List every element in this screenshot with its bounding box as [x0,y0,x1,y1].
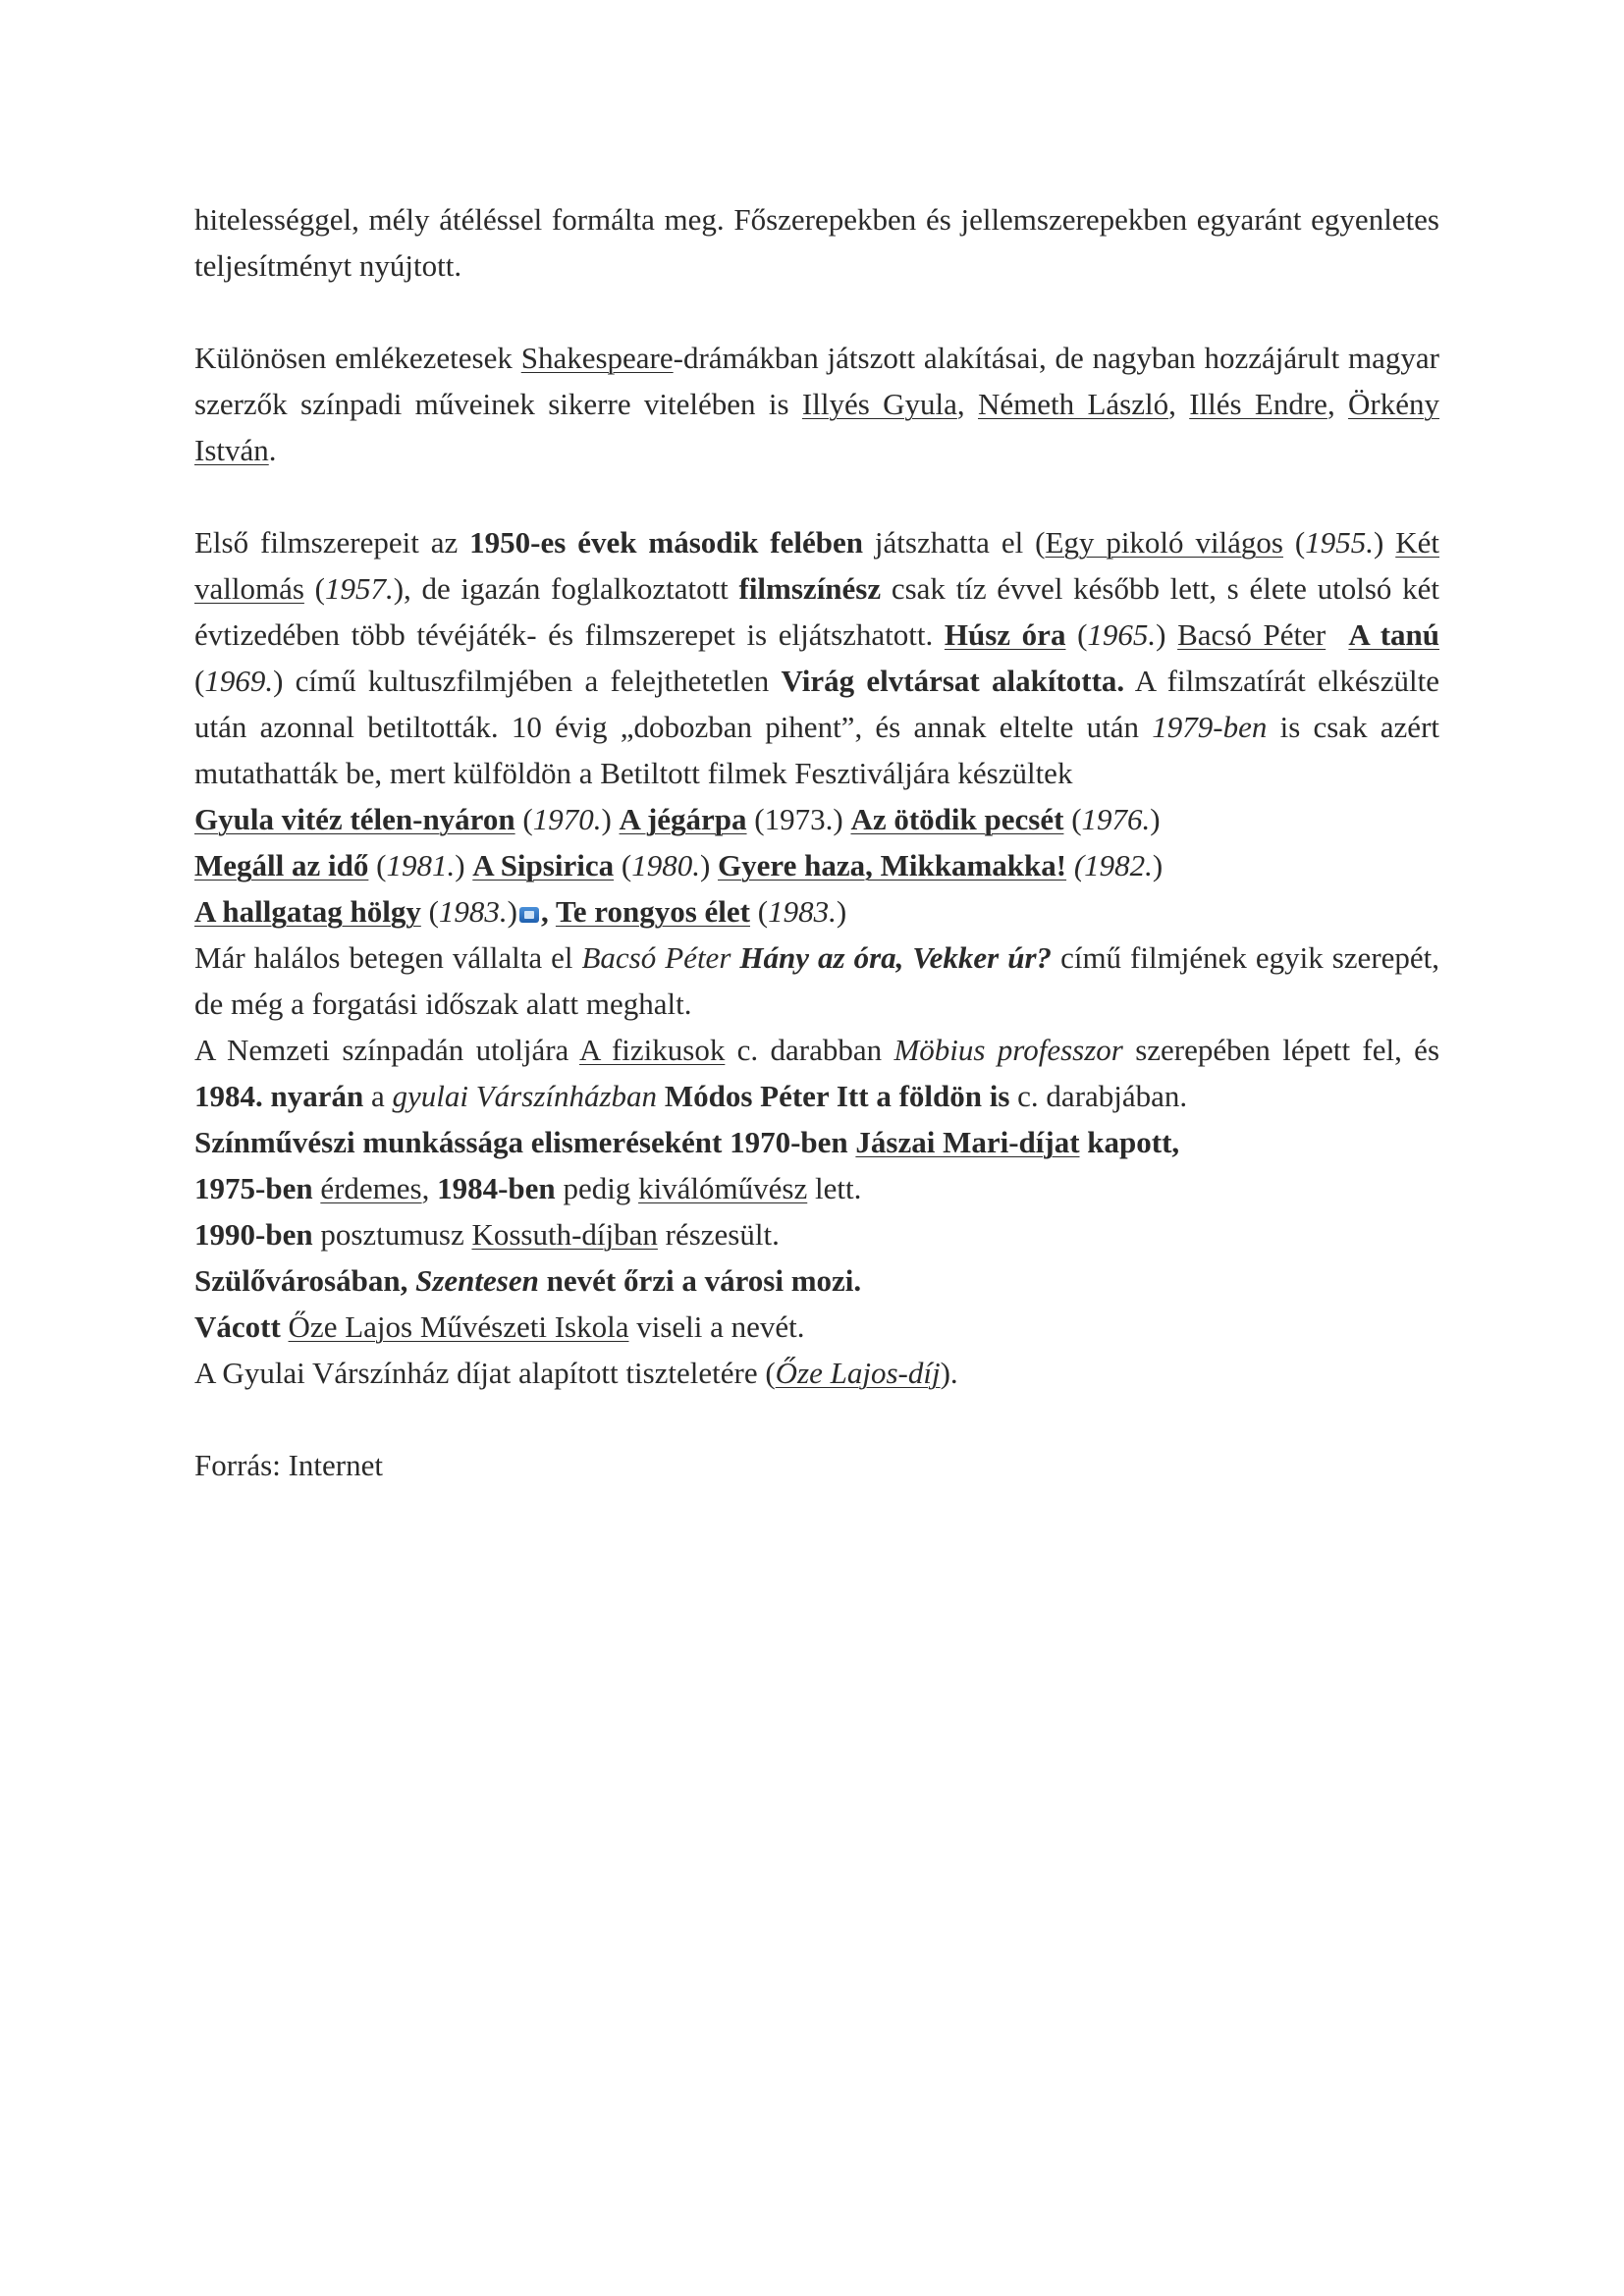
italic-text: Möbius professzor [893,1033,1123,1067]
line-awards-1 [194,1119,1439,1165]
text: a [363,1079,393,1113]
text: is csak azért mutathatták be, mert külföldön a Betiltott filmek Fesztiváljára készültek [194,710,1440,790]
text: ) [1152,848,1164,882]
link-illyes-gyula[interactable]: Illyés Gyula [801,387,957,421]
text: A Nemzeti színpadán utoljára [194,1033,579,1067]
text: Első filmszerepeit az [194,525,470,560]
text: ) [455,848,473,882]
link-shakespeare[interactable]: Shakespeare [520,341,674,375]
text: ( [514,802,533,836]
text: ) [601,802,620,836]
text: ( [420,894,439,929]
text: ), de igazán foglalkoztatott [393,571,739,606]
text: viseli a nevét. [628,1309,805,1344]
bold-italic-text: Szentesen [415,1263,539,1298]
film-list-line-3 [194,888,1439,934]
line-kossuth [194,1211,1439,1257]
bold-text: 1950-es évek második felében [469,525,863,560]
text: -drámákban játszott alakításai, de nagyban hozzájárult magyar szerzők színpadi műveinek sikerre vitelében is [194,341,1439,421]
year: 1965. [1087,617,1157,652]
bold-text: Szülővárosában, [194,1263,416,1298]
year: (1982. [1073,848,1153,882]
link-orkeny-istvan[interactable]: Örkény István [194,387,1440,467]
text: lett. [807,1171,862,1205]
link-megall-az-ido[interactable]: Megáll az idő [194,848,369,882]
text: ) [699,848,719,882]
paragraph-shakespeare [194,335,1439,473]
text: posztumusz [312,1217,472,1252]
text: , [1326,387,1349,421]
year: 1983. [438,894,508,929]
year: 1981. [386,848,456,882]
text: . [268,433,277,467]
year: 1980. [631,848,700,882]
paragraph-films [194,519,1439,796]
text: A filmszatírát elkészülte után azonnal betiltották. 10 évig „dobozban pihent”, és annak eltelte után [194,664,1439,744]
text: ) [836,894,847,929]
line-szentes [194,1257,1439,1304]
text: szerepében lépett fel, és [1122,1033,1440,1067]
link-nemeth-laszlo[interactable]: Németh László [978,387,1169,421]
text [1066,848,1074,882]
link-husz-ora[interactable]: Húsz óra [944,617,1066,652]
bold-text: kapott, [1079,1125,1180,1159]
paragraph-intro [194,196,1439,289]
text: ( [1283,525,1306,560]
text: ) [1373,525,1396,560]
link-te-rongyos-elet[interactable]: Te rongyos élet [555,894,750,929]
bold-text: 1984. nyarán [194,1079,364,1113]
text: , [540,894,556,929]
text: ( [194,664,205,698]
text: ( [1063,802,1082,836]
document-page [194,196,1439,1488]
text: A Gyulai Várszínház díjat alapított tiszteletére ( [194,1356,776,1390]
text: (1973.) [746,802,851,836]
bold-text: 1990-ben [194,1217,313,1252]
bold-text: Virág elvtársat alakította. [781,664,1125,698]
text: ( [614,848,632,882]
year: 1955. [1305,525,1374,560]
bold-text: filmszínész [738,571,882,606]
text: , [421,1171,438,1205]
text [281,1309,289,1344]
bold-italic-text: Hány az óra, Vekker úr? [739,940,1053,975]
year: 1957. [324,571,394,606]
text: ) [1150,802,1161,836]
text: c. darabjában. [1009,1079,1188,1113]
film-camera-icon[interactable] [519,907,539,923]
line-gyula-dij [194,1350,1439,1396]
text: pedig [555,1171,639,1205]
link-a-tanu[interactable]: A tanú [1348,617,1440,652]
text: Különösen emlékezetesek [194,341,521,375]
link-kivalomuvesz[interactable]: kiválóművész [638,1171,808,1205]
link-a-jegarpa[interactable]: A jégárpa [619,802,747,836]
bold-text: Vácott [194,1309,281,1344]
italic-text: Bacsó Péter [581,940,731,975]
link-gyula-vitez-telen-nyaron[interactable]: Gyula vitéz télen-nyáron [194,802,515,836]
link-oze-lajos-muveszeti-iskola[interactable]: Őze Lajos Művészeti Iskola [288,1309,629,1344]
text: Már halálos betegen vállalta el [194,940,582,975]
text [657,1079,665,1113]
text: játszhatta el ( [862,525,1046,560]
year: 1976. [1081,802,1151,836]
bold-text: Módos Péter Itt a földön is [664,1079,1010,1113]
film-list-line-2 [194,842,1439,888]
text: ). [940,1356,958,1390]
link-erdemes[interactable]: érdemes [320,1171,422,1205]
text: című filmjének egyik szerepét, de még a forgatási időszak alatt meghalt. [194,940,1440,1021]
text: , [956,387,978,421]
link-az-otodik-pecset[interactable]: Az ötödik pecsét [850,802,1064,836]
link-a-fizikusok[interactable]: A fizikusok [578,1033,726,1067]
source-text: Forrás: Internet [194,1448,383,1482]
link-a-hallgatag-holgy[interactable]: A hallgatag hölgy [194,894,421,929]
bold-text: 1975-ben [194,1171,321,1205]
text: csak tíz évvel később lett, s élete utolsó két évtizedében több tévéjáték- és filmszerepet is eljátszhatott. [194,571,1439,652]
text [1326,617,1348,652]
source-line [194,1442,1439,1488]
year: 1969. [204,664,274,698]
link-ket-vallomas[interactable]: Két vallomás [194,525,1439,606]
bold-text: nevét őrzi a városi mozi. [538,1263,862,1298]
text: ( [303,571,325,606]
film-list-line-1 [194,796,1439,842]
text: ( [368,848,387,882]
text: hitelességgel, mély átéléssel formálta meg. Főszerepekben és jellemszerepekben egyaránt egyenletes teljesítményt nyújtott. [194,202,1439,283]
text: ) [507,894,517,929]
link-oze-lajos-dij[interactable]: Őze Lajos-díj [775,1356,941,1390]
line-vac [194,1304,1439,1350]
italic-text: 1979-ben [1152,710,1268,744]
link-gyere-haza-mikkamakka[interactable]: Gyere haza, Mikkamakka! [718,848,1067,882]
link-bacso-peter[interactable]: Bacsó Péter [1177,617,1326,652]
paragraph-nemzeti [194,1027,1439,1119]
text: részesült. [657,1217,780,1252]
text: ) [1156,617,1178,652]
link-a-sipsirica[interactable]: A Sipsirica [472,848,615,882]
text: c. darabban [725,1033,894,1067]
link-kossuth-dij[interactable]: Kossuth-díjban [471,1217,658,1252]
italic-text: gyulai Várszínházban [392,1079,658,1113]
paragraph-vekker [194,934,1439,1027]
year: 1970. [532,802,602,836]
link-illes-endre[interactable]: Illés Endre [1189,387,1327,421]
bold-text: 1984-ben [437,1171,556,1205]
year: 1983. [768,894,837,929]
link-jaszai-mari-dij[interactable]: Jászai Mari-díjat [855,1125,1080,1159]
text: ) című kultuszfilmjében a felejthetetlen [273,664,782,698]
text: ( [1065,617,1088,652]
line-awards-2 [194,1165,1439,1211]
bold-text: Színművészi munkássága elismeréseként 1970-ben [194,1125,856,1159]
text: , [1168,387,1190,421]
link-egy-pikolo-vilagos[interactable]: Egy pikoló világos [1045,525,1283,560]
text: ( [750,894,769,929]
